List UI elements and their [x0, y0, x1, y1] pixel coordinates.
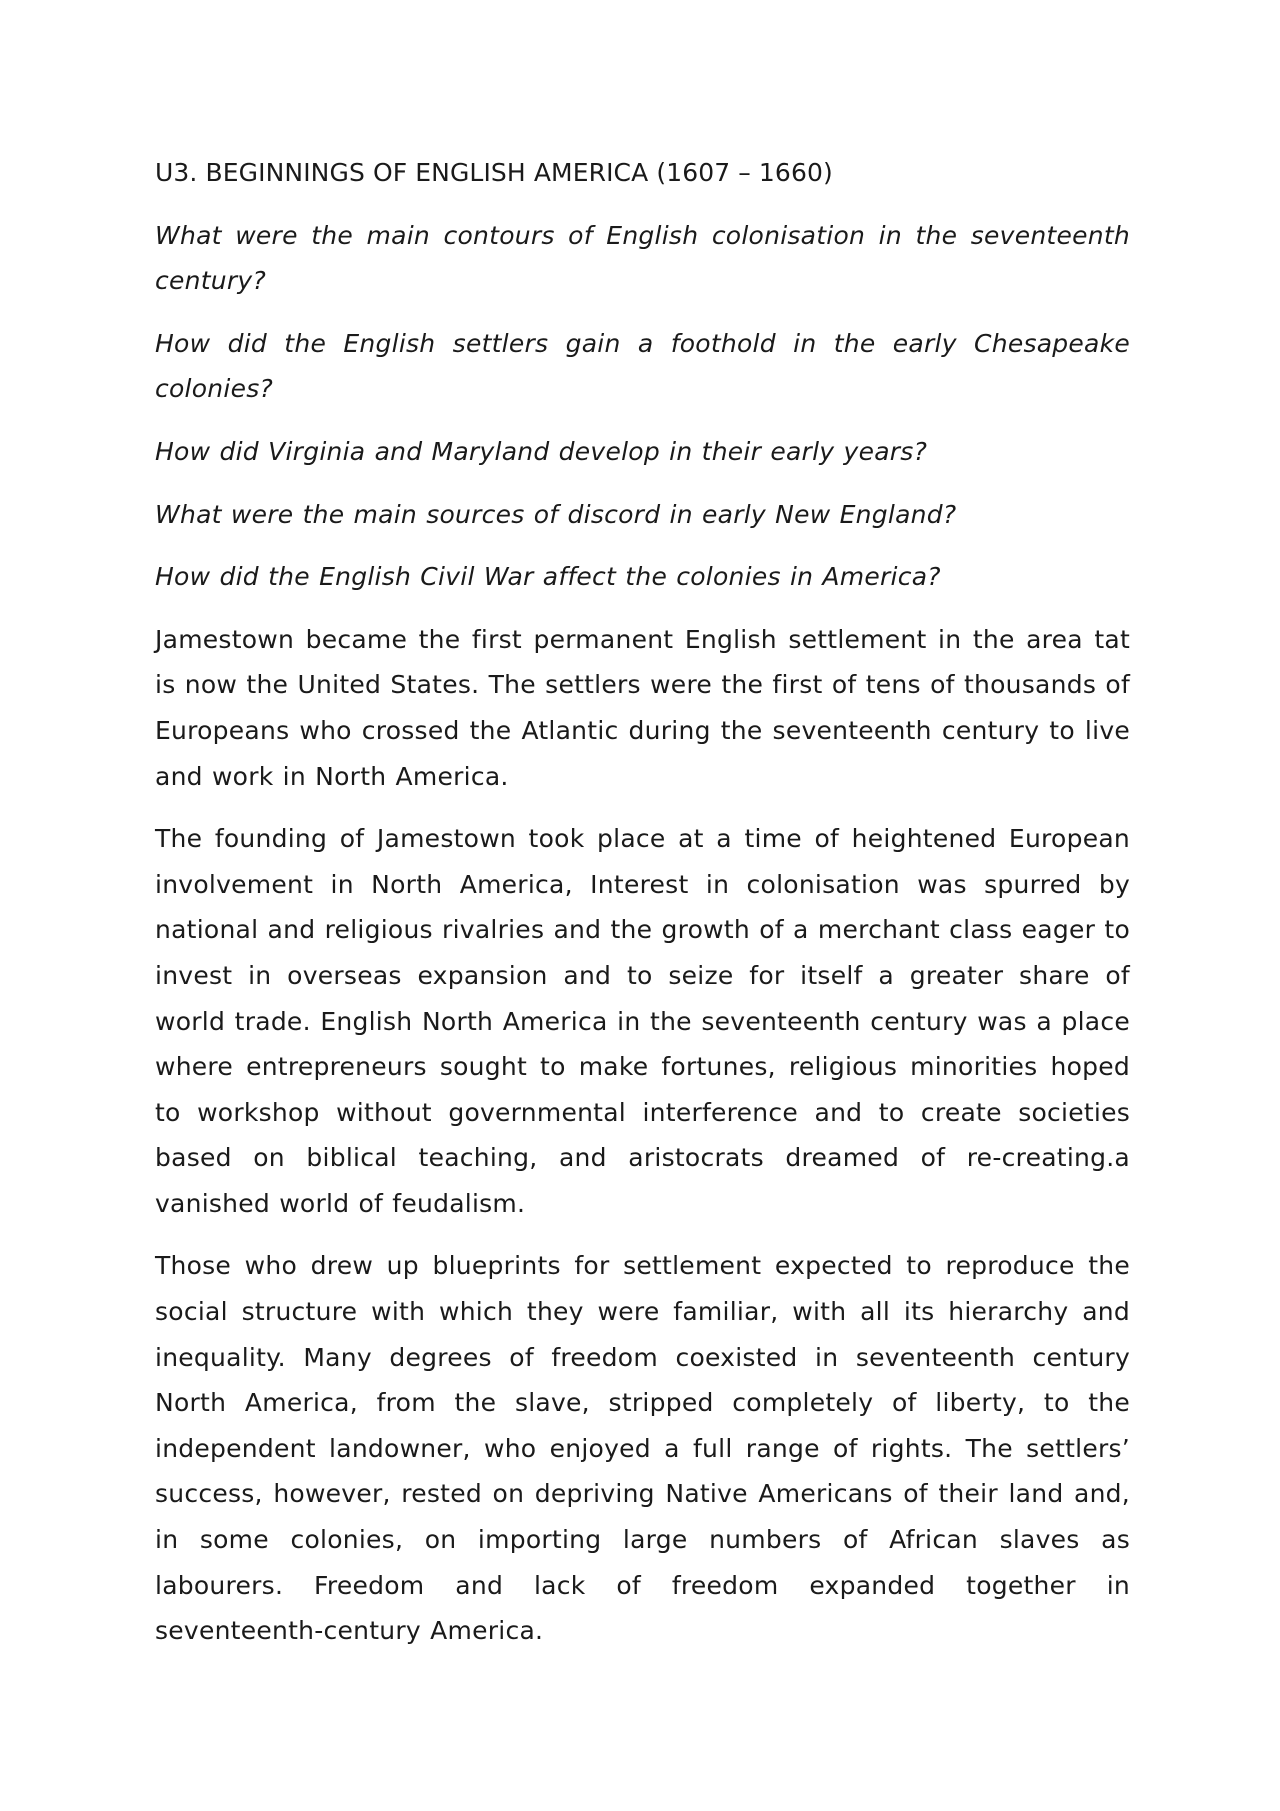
- question-3: How did Virginia and Maryland develop in their early years?: [155, 436, 928, 466]
- question-2: How did the English settlers gain a foothold in the early Chesapeake colonies?: [155, 328, 1130, 404]
- question-4: What were the main sources of discord in early New England?: [155, 499, 957, 529]
- question-5: How did the English Civil War affect the colonies in America?: [155, 562, 941, 592]
- paragraph-3: Those who drew up blueprints for settlement expected to reproduce the social structure with which they were familiar, with all its hierarchy and inequality. Many degrees of freedom coexisted in seventeenth century North America, from the slave, stripped completely of liberty, to the independent landowner, who enjoyed a full range of rights. The settlers’ success, however, rested on depriving Native Americans of their land and, in some colonies, on importing large numbers of African slaves as labourers. Freedom and lack of freedom expanded together in seventeenth-century America.: [155, 1251, 1130, 1646]
- document-body: [155, 150, 1130, 1671]
- paragraph-1: Jamestown became the first permanent English settlement in the area tat is now the United States. The settlers were the first of tens of thousands of Europeans who crossed the Atlantic during the seventeenth century to live and work in North America.: [155, 624, 1130, 791]
- paragraph-2: The founding of Jamestown took place at a time of heightened European involvement in North America, Interest in colonisation was spurred by national and religious rivalries and the growth of a merchant class eager to invest in overseas expansion and to seize for itself a greater share of world trade. English North America in the seventeenth century was a place where entrepreneurs sought to make fortunes, religious minorities hoped to workshop without governmental interference and to create societies based on biblical teaching, and aristocrats dreamed of re-creating.a vanished world of feudalism.: [155, 824, 1130, 1218]
- question-1: What were the main contours of English colonisation in the seventeenth century?: [155, 220, 1130, 296]
- unit-heading: U3. BEGINNINGS OF ENGLISH AMERICA (1607 – 1660): [155, 158, 833, 187]
